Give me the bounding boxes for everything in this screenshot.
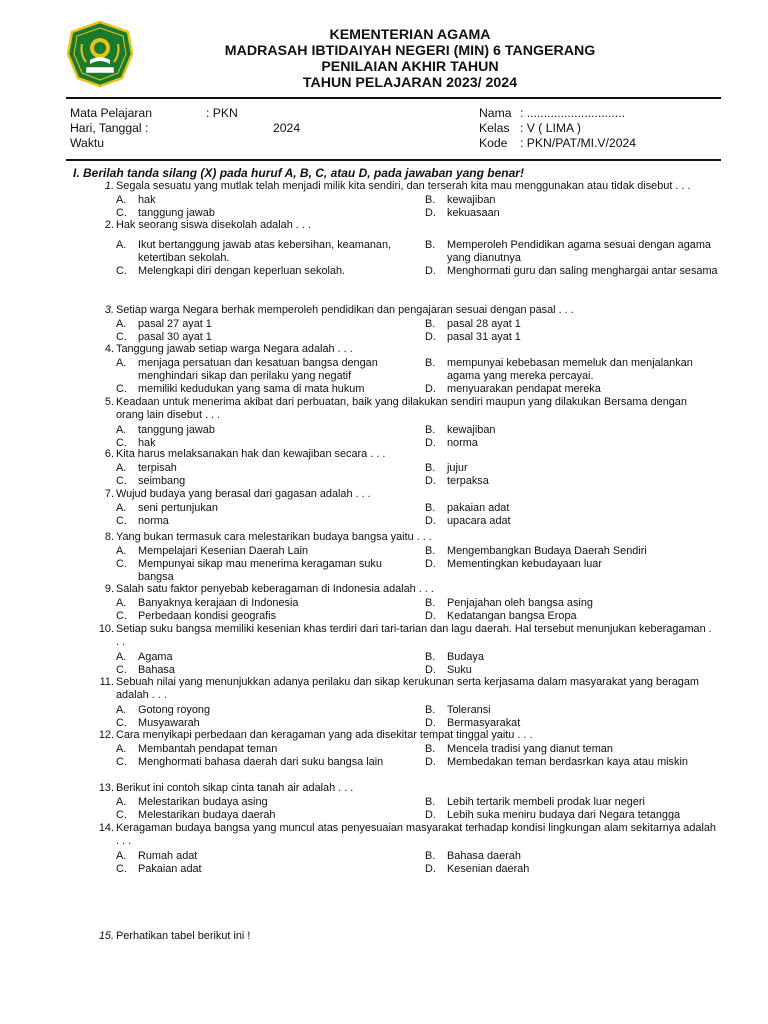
option-text: hak xyxy=(138,194,156,206)
option-text: Menghormati bahasa daerah dari suku bangsa lain xyxy=(138,756,384,768)
option-letter: D. xyxy=(425,809,436,821)
question-text: Tanggung jawab setiap warga Negara adalah . . . xyxy=(116,343,353,355)
option-text: Bermasyarakat xyxy=(447,717,521,729)
question-number: 15. xyxy=(98,930,114,942)
question-number: 10. xyxy=(98,623,114,635)
option-text: Melengkapi diri dengan keperluan sekolah. xyxy=(138,265,346,277)
option-text: Bahasa daerah xyxy=(447,850,521,862)
option-letter: C. xyxy=(116,664,127,676)
option-letter: A. xyxy=(116,357,127,369)
option-text: hak xyxy=(138,437,156,449)
option-letter: A. xyxy=(116,796,127,808)
question-text: Cara menyikapi perbedaan dan keragaman yang ada disekitar tempat tinggal yaitu . . . xyxy=(116,729,533,741)
option-text: seni pertunjukan xyxy=(138,502,218,514)
option-text: Membedakan teman berdasrkan kaya atau miskin xyxy=(447,756,688,768)
question-text: Keadaan untuk menerima akibat dari perbuatan, baik yang dilakukan sendiri maupun yang dilakukan Bersama dengan orang lain disebut . . . xyxy=(116,396,687,421)
option-text: Menghormati guru dan saling menghargai antar sesama xyxy=(447,265,718,277)
option-letter: B. xyxy=(425,704,436,716)
option-text: Kesenian daerah xyxy=(447,863,530,875)
option-letter: A. xyxy=(116,424,127,436)
option-letter: D. xyxy=(425,383,436,395)
option-letter: B. xyxy=(425,194,436,206)
option-text: seimbang xyxy=(138,475,186,487)
option-letter: B. xyxy=(425,850,436,862)
question-text: Wujud budaya yang berasal dari gagasan adalah . . . xyxy=(116,488,371,500)
option-letter: D. xyxy=(425,610,436,622)
kelas-value: : V ( LIMA ) xyxy=(520,121,581,135)
mapel-value: : PKN xyxy=(206,106,238,120)
option-text: memiliki kedudukan yang sama di mata hukum xyxy=(138,383,365,395)
nama-label: Nama xyxy=(479,106,512,120)
question-number: 14. xyxy=(98,822,114,834)
option-text: terpisah xyxy=(138,462,177,474)
question-text: Setiap suku bangsa memiliki kesenian khas terdiri dari tari-tarian dan lagu daerah. Hal tersebut menunjukan keberagaman . . . xyxy=(116,623,712,648)
option-text: Bahasa xyxy=(138,664,175,676)
option-letter: C. xyxy=(116,475,127,487)
option-letter: B. xyxy=(425,502,436,514)
option-letter: D. xyxy=(425,515,436,527)
option-letter: C. xyxy=(116,809,127,821)
option-letter: D. xyxy=(425,863,436,875)
question-number: 3. xyxy=(104,304,114,316)
option-text: Lebih tertarik membeli prodak luar negeri xyxy=(447,796,645,808)
option-letter: A. xyxy=(116,651,127,663)
option-letter: C. xyxy=(116,331,127,343)
option-text: Banyaknya kerajaan di Indonesia xyxy=(138,597,299,609)
option-text: Mementingkan kebudayaan luar xyxy=(447,558,602,570)
kode-label: Kode xyxy=(479,136,508,150)
question-text: Kita harus melaksanakan hak dan kewajiban secara . . . xyxy=(116,448,386,460)
option-letter: C. xyxy=(116,515,127,527)
exam-title: PENILAIAN AKHIR TAHUN xyxy=(321,59,499,75)
option-text: mempunyai kebebasan memeluk dan menjalankan agama yang mereka percayai. xyxy=(447,357,693,382)
option-letter: A. xyxy=(116,462,127,474)
option-text: Agama xyxy=(138,651,173,663)
option-text: pasal 28 ayat 1 xyxy=(447,318,521,330)
option-letter: B. xyxy=(425,462,436,474)
option-text: norma xyxy=(138,515,169,527)
question-text: Sebuah nilai yang menunjukkan adanya perilaku dan sikap kerukunan serta kerjasama dalam masyarakat yang beragam adalah . . . xyxy=(116,676,699,701)
option-text: Budaya xyxy=(447,651,484,663)
option-letter: D. xyxy=(425,558,436,570)
option-text: Suku xyxy=(447,664,472,676)
mapel-label: Mata Pelajaran xyxy=(70,106,152,120)
hari-label: Hari, Tanggal : xyxy=(70,121,149,135)
option-letter: D. xyxy=(425,331,436,343)
option-text: Mengembangkan Budaya Daerah Sendiri xyxy=(447,545,647,557)
question-number: 12. xyxy=(98,729,114,741)
question-number: 2. xyxy=(104,219,114,231)
question-text: Salah satu faktor penyebab keberagaman di Indonesia adalah . . . xyxy=(116,583,434,595)
option-letter: B. xyxy=(425,796,436,808)
option-letter: A. xyxy=(116,239,127,251)
option-text: Gotong royong xyxy=(138,704,211,716)
school-year: TAHUN PELAJARAN 2023/ 2024 xyxy=(302,75,518,91)
option-text: jujur xyxy=(447,462,468,474)
option-text: Lebih suka meniru budaya dari Negara tetangga xyxy=(447,809,681,821)
option-text: terpaksa xyxy=(447,475,489,487)
letterhead xyxy=(140,27,680,91)
option-text: Memperoleh Pendidikan agama sesuai dengan agama yang dianutnya xyxy=(447,239,711,264)
option-letter: A. xyxy=(116,318,127,330)
question-text: Berikut ini contoh sikap cinta tanah air adalah . . . xyxy=(116,782,354,794)
option-text: menyuarakan pendapat mereka xyxy=(447,383,601,395)
option-letter: A. xyxy=(116,194,127,206)
option-text: Membantah pendapat teman xyxy=(138,743,278,755)
option-text: kewajiban xyxy=(447,424,496,436)
option-text: Toleransi xyxy=(447,704,491,716)
question-text: Segala sesuatu yang mutlak telah menjadi milik kita sendiri, dan terserah kita mau menggunakan atau tidak disebut . . . xyxy=(116,180,691,192)
option-letter: A. xyxy=(116,597,127,609)
hari-value: 2024 xyxy=(273,121,301,135)
option-text: Rumah adat xyxy=(138,850,198,862)
waktu-label: Waktu xyxy=(70,136,105,150)
option-text: norma xyxy=(447,437,478,449)
option-letter: D. xyxy=(425,664,436,676)
option-letter: C. xyxy=(116,383,127,395)
question-text: Setiap warga Negara berhak memperoleh pendidikan dan pengajaran sesuai dengan pasal . . . xyxy=(116,304,574,316)
option-text: Kedatangan bangsa Eropa xyxy=(447,610,577,622)
option-letter: B. xyxy=(425,651,436,663)
option-letter: B. xyxy=(425,239,436,251)
option-text: pasal 27 ayat 1 xyxy=(138,318,212,330)
question-text: Perhatikan tabel berikut ini ! xyxy=(116,930,251,942)
option-letter: A. xyxy=(116,545,127,557)
option-letter: D. xyxy=(425,717,436,729)
option-letter: A. xyxy=(116,850,127,862)
option-letter: B. xyxy=(425,318,436,330)
question-number: 13. xyxy=(98,782,114,794)
question-number: 11. xyxy=(99,676,114,688)
question-number: 1. xyxy=(104,180,114,192)
option-text: Mempelajari Kesenian Daerah Lain xyxy=(138,545,309,557)
question-number: 5. xyxy=(104,396,114,408)
kode-value: : PKN/PAT/MI.V/2024 xyxy=(520,136,637,150)
option-text: menjaga persatuan dan kesatuan bangsa dengan menghindari sikap dan perilaku yang negatif xyxy=(138,357,378,382)
option-letter: A. xyxy=(116,704,127,716)
option-text: pakaian adat xyxy=(447,502,510,514)
option-letter: B. xyxy=(425,357,436,369)
question-text: Yang bukan termasuk cara melestarikan budaya bangsa yaitu . . . xyxy=(116,531,432,543)
option-letter: D. xyxy=(425,437,436,449)
option-text: kekuasaan xyxy=(447,207,500,219)
option-text: upacara adat xyxy=(447,515,511,527)
option-letter: C. xyxy=(116,863,127,875)
info-divider xyxy=(66,159,721,161)
question-number: 4. xyxy=(104,343,114,355)
option-letter: C. xyxy=(116,558,127,570)
option-text: Ikut bertanggung jawab atas kebersihan, keamanan, ketertiban sekolah. xyxy=(138,239,392,264)
kelas-label: Kelas xyxy=(479,121,510,135)
option-letter: C. xyxy=(116,717,127,729)
option-letter: C. xyxy=(116,610,127,622)
question-number: 9. xyxy=(104,583,114,595)
option-text: Penjajahan oleh bangsa asing xyxy=(447,597,593,609)
option-text: Mempunyai sikap mau menerima keragaman suku bangsa xyxy=(138,558,382,583)
question-text: Keragaman budaya bangsa yang muncul atas penyesuaian masyarakat terhadap kondisi lingkungan alam sekitarnya adalah . . . xyxy=(116,822,716,847)
option-text: Mencela tradisi yang dianut teman xyxy=(447,743,613,755)
option-text: Melestarikan budaya asing xyxy=(138,796,268,808)
option-text: tanggung jawab xyxy=(138,207,215,219)
option-letter: B. xyxy=(425,424,436,436)
option-text: kewajiban xyxy=(447,194,496,206)
option-letter: C. xyxy=(116,756,127,768)
option-text: Perbedaan kondisi geografis xyxy=(138,610,277,622)
question-number: 8. xyxy=(104,531,114,543)
option-text: Pakaian adat xyxy=(138,863,202,875)
option-text: pasal 31 ayat 1 xyxy=(447,331,521,343)
option-text: tanggung jawab xyxy=(138,424,215,436)
instruction: I. Berilah tanda silang (X) pada huruf A, B, C, atau D, pada jawaban yang benar! xyxy=(73,166,524,180)
option-letter: B. xyxy=(425,743,436,755)
header-divider xyxy=(66,97,721,99)
question-number: 7. xyxy=(104,488,114,500)
option-letter: D. xyxy=(425,265,436,277)
question-number: 6. xyxy=(104,448,114,460)
option-letter: B. xyxy=(425,545,436,557)
option-letter: A. xyxy=(116,502,127,514)
option-letter: B. xyxy=(425,597,436,609)
school-name: MADRASAH IBTIDAIYAH NEGERI (MIN) 6 TANGERANG xyxy=(224,43,596,59)
option-letter: A. xyxy=(116,743,127,755)
option-text: Melestarikan budaya daerah xyxy=(138,809,276,821)
option-letter: D. xyxy=(425,207,436,219)
option-letter: D. xyxy=(425,475,436,487)
option-letter: C. xyxy=(116,437,127,449)
option-letter: C. xyxy=(116,265,127,277)
option-text: Musyawarah xyxy=(138,717,200,729)
kemenag-logo-icon xyxy=(66,20,134,88)
option-text: pasal 30 ayat 1 xyxy=(138,331,212,343)
question-text: Hak seorang siswa disekolah adalah . . . xyxy=(116,219,311,231)
nama-value: : ............................. xyxy=(520,106,625,120)
option-letter: C. xyxy=(116,207,127,219)
option-letter: D. xyxy=(425,756,436,768)
ministry-name: KEMENTERIAN AGAMA xyxy=(329,27,491,43)
